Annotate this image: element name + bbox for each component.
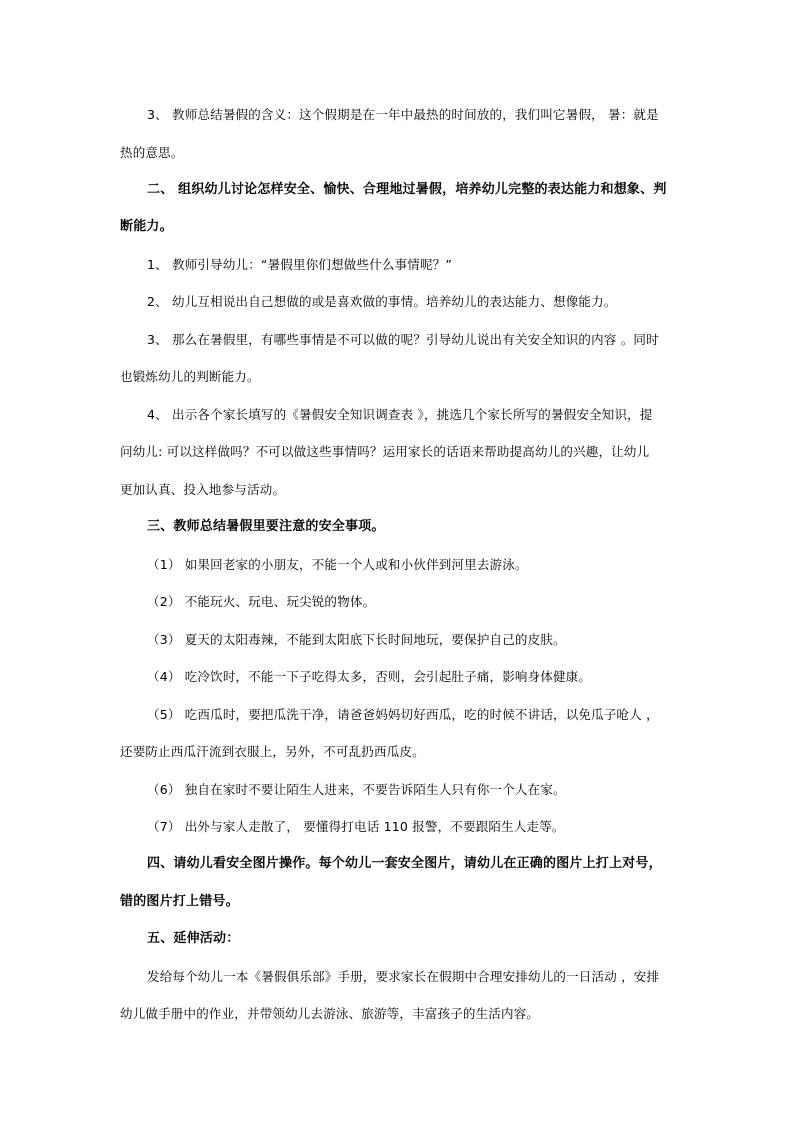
section-five-heading: 五、延伸活动： xyxy=(147,931,240,946)
safety-item-7: （7） 出外与家人走散了， 要懂得打电话 110 报警，不要跟陌生人走等。 xyxy=(147,819,565,834)
section-two-heading-line2: 断能力。 xyxy=(120,219,173,234)
section-four-heading-line2: 错的图片打上错号。 xyxy=(120,894,239,909)
safety-item-1: （1） 如果回老家的小朋友，不能一个人或和小伙伴到河里去游泳。 xyxy=(147,557,528,572)
section-three-heading: 三、教师总结暑假里要注意的安全事项。 xyxy=(147,519,385,534)
section-two-heading-line1: 二、 组织幼儿讨论怎样安全、愉快、合理地过暑假，培养幼儿完整的表达能力和想象、判 xyxy=(147,182,667,197)
list-item-2: 2、 幼儿互相说出自己想做的或是喜欢做的事情。培养幼儿的表达能力、想像能力。 xyxy=(147,294,617,309)
list-item-4-line2: 问幼儿: 可以这样做吗？不可以做这些事情吗？运用家长的话语来帮助提高幼儿的兴趣，让幼儿 xyxy=(120,444,650,459)
list-item-4-line3: 更加认真、投入地参与活动。 xyxy=(120,482,286,497)
safety-item-3: （3） 夏天的太阳毒辣，不能到太阳底下长时间地玩，要保护自己的皮肤。 xyxy=(147,632,566,647)
paragraph-summary-line1: 3、 教师总结暑假的含义：这个假期是在一年中最热的时间放的，我们叫它暑假， 暑：就是 xyxy=(147,107,659,122)
list-item-1: 1、 教师引导幼儿：“暑假里你们想做些什么事情呢？” xyxy=(147,257,453,272)
safety-item-5-line1: （5） 吃西瓜时，要把瓜洗干净，请爸爸妈妈切好西瓜，吃的时候不讲话，以免瓜子呛人 ， xyxy=(147,707,659,722)
safety-item-4: （4） 吃冷饮时，不能一下子吃得太多，否则，会引起肚子痛，影响身体健康。 xyxy=(147,669,592,684)
list-item-3-line1: 3、 那么在暑假里，有哪些事情是不可以做的呢？引导幼儿说出有关安全知识的内容 。同时 xyxy=(147,332,659,347)
safety-item-5-line2: 还要防止西瓜汗流到衣服上，另外，不可乱扔西瓜皮。 xyxy=(120,744,425,759)
safety-item-2: （2） 不能玩火、玩电、玩尖锐的物体。 xyxy=(147,594,376,609)
list-item-3-line2: 也锻炼幼儿的判断能力。 xyxy=(120,369,260,384)
list-item-4-line1: 4、 出示各个家长填写的《暑假安全知识调查表 》，挑选几个家长所写的暑假安全知识，提 xyxy=(147,407,653,422)
safety-item-6: （6） 独自在家时不要让陌生人进来，不要告诉陌生人只有你一个人在家。 xyxy=(147,782,566,797)
section-four-heading-line1: 四、请幼儿看安全图片操作。每个幼儿一套安全图片，请幼儿在正确的图片上打上对号， xyxy=(147,856,662,871)
paragraph-summary-line2: 热的意思。 xyxy=(120,145,184,160)
extension-paragraph-line2: 幼儿做手册中的作业，并带领幼儿去游泳、旅游等，丰富孩子的生活内容。 xyxy=(120,1006,540,1021)
extension-paragraph-line1: 发给每个幼儿一本《暑假俱乐部》手册，要求家长在假期中合理安排幼儿的一日活动 ，安排 xyxy=(147,969,660,984)
